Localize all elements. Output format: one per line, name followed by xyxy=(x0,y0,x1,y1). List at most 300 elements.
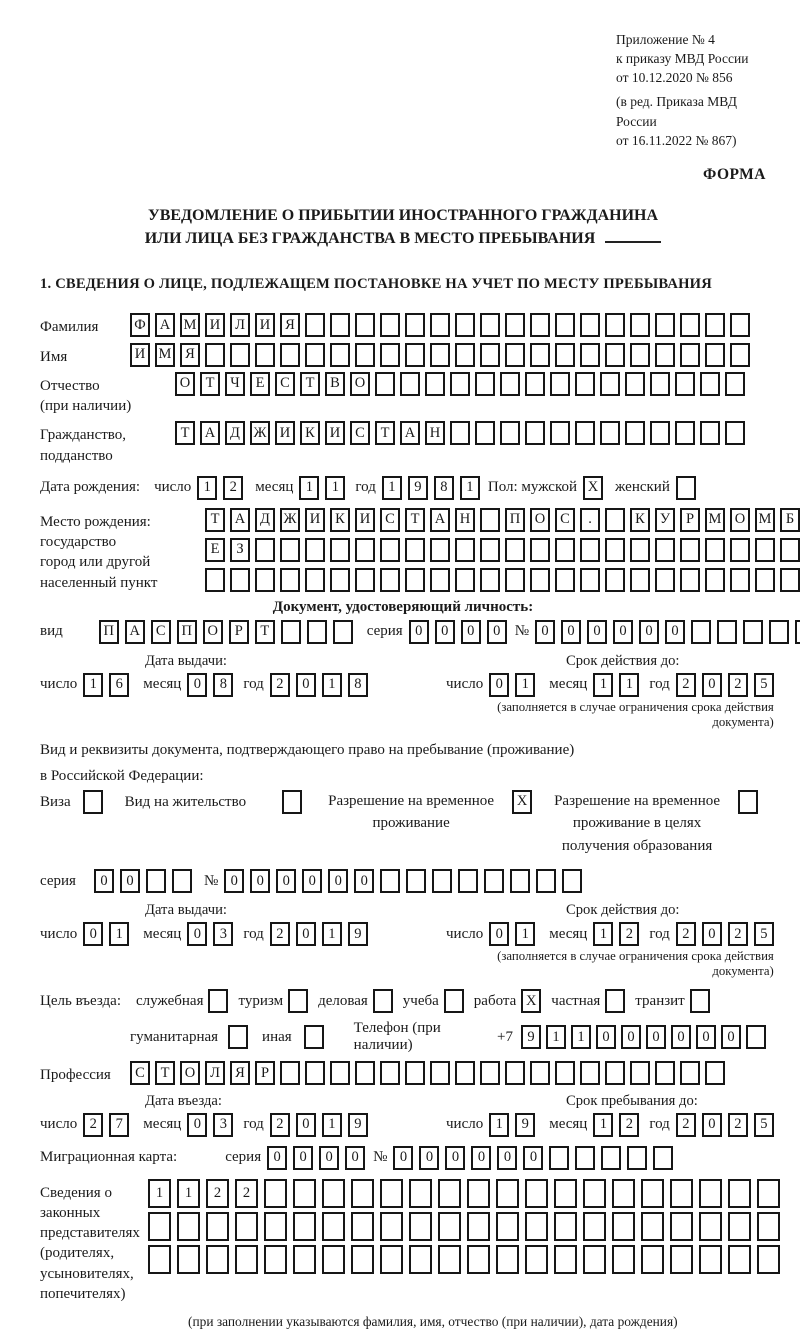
char-box-filled[interactable]: Т xyxy=(200,372,220,396)
char-box-filled[interactable]: 0 xyxy=(561,620,581,644)
char-box-filled[interactable]: 1 xyxy=(593,922,613,946)
char-box-empty[interactable] xyxy=(305,1061,325,1085)
purpose-business-checkbox[interactable] xyxy=(373,989,393,1013)
char-box-empty[interactable] xyxy=(530,313,550,337)
char-box-filled[interactable]: 0 xyxy=(639,620,659,644)
char-box-filled[interactable]: Т xyxy=(175,421,195,445)
char-box-filled[interactable]: А xyxy=(230,508,250,532)
char-box-empty[interactable] xyxy=(148,1212,171,1241)
doc-type-field[interactable] xyxy=(99,620,353,644)
char-box-filled[interactable]: 0 xyxy=(224,869,244,893)
char-box-empty[interactable] xyxy=(380,538,400,562)
char-box-empty[interactable] xyxy=(330,568,350,592)
char-box-empty[interactable] xyxy=(530,343,550,367)
char-box-filled[interactable]: М xyxy=(755,508,775,532)
char-box-filled[interactable]: 0 xyxy=(187,922,207,946)
char-box-empty[interactable] xyxy=(612,1212,635,1241)
char-box-empty[interactable] xyxy=(554,1179,577,1208)
char-box-filled[interactable]: 0 xyxy=(94,869,114,893)
char-box-empty[interactable] xyxy=(467,1245,490,1274)
char-box-empty[interactable] xyxy=(305,313,325,337)
char-box-filled[interactable]: 2 xyxy=(728,673,748,697)
char-box-empty[interactable] xyxy=(496,1179,519,1208)
char-box-filled[interactable]: 2 xyxy=(676,1113,696,1137)
char-box-empty[interactable] xyxy=(550,421,570,445)
char-box-filled[interactable]: 0 xyxy=(419,1146,439,1170)
char-box-empty[interactable] xyxy=(780,538,800,562)
char-box-empty[interactable] xyxy=(580,313,600,337)
char-box-filled[interactable]: 0 xyxy=(250,869,270,893)
char-box-filled[interactable]: 0 xyxy=(646,1025,666,1049)
char-box-empty[interactable] xyxy=(738,790,758,814)
char-box-filled[interactable]: 0 xyxy=(497,1146,517,1170)
char-box-filled[interactable]: Е xyxy=(250,372,270,396)
char-box-empty[interactable] xyxy=(425,372,445,396)
char-box-filled[interactable]: 1 xyxy=(148,1179,171,1208)
char-box-filled[interactable]: Т xyxy=(300,372,320,396)
char-box-empty[interactable] xyxy=(380,1061,400,1085)
char-box-empty[interactable] xyxy=(405,313,425,337)
char-box-empty[interactable] xyxy=(432,869,452,893)
char-box-filled[interactable]: Р xyxy=(229,620,249,644)
char-box-filled[interactable]: С xyxy=(151,620,171,644)
char-box-filled[interactable]: 9 xyxy=(348,922,368,946)
char-box-empty[interactable] xyxy=(600,372,620,396)
char-box-filled[interactable]: 9 xyxy=(408,476,428,500)
entry-day-field[interactable] xyxy=(83,1113,129,1137)
char-box-empty[interactable] xyxy=(205,343,225,367)
char-box-empty[interactable] xyxy=(605,313,625,337)
char-box-empty[interactable] xyxy=(205,568,225,592)
char-box-empty[interactable] xyxy=(380,1245,403,1274)
char-box-empty[interactable] xyxy=(601,1146,621,1170)
char-box-empty[interactable] xyxy=(525,421,545,445)
char-box-filled[interactable]: 0 xyxy=(296,1113,316,1137)
char-box-empty[interactable] xyxy=(450,421,470,445)
char-box-filled[interactable]: 3 xyxy=(213,922,233,946)
char-box-empty[interactable] xyxy=(583,1245,606,1274)
char-box-filled[interactable]: О xyxy=(350,372,370,396)
char-box-filled[interactable]: 0 xyxy=(702,673,722,697)
purpose-official-checkbox[interactable] xyxy=(208,989,228,1013)
char-box-empty[interactable] xyxy=(580,343,600,367)
char-box-empty[interactable] xyxy=(536,869,556,893)
char-box-empty[interactable] xyxy=(293,1179,316,1208)
char-box-filled[interactable]: 0 xyxy=(445,1146,465,1170)
char-box-empty[interactable] xyxy=(380,343,400,367)
birthplace-field-row1[interactable] xyxy=(205,508,800,532)
reps-field-row2[interactable] xyxy=(148,1212,780,1241)
char-box-empty[interactable] xyxy=(406,869,426,893)
char-box-filled[interactable]: 2 xyxy=(270,1113,290,1137)
char-box-filled[interactable]: 2 xyxy=(270,922,290,946)
char-box-empty[interactable] xyxy=(605,568,625,592)
char-box-empty[interactable] xyxy=(575,1146,595,1170)
char-box-empty[interactable] xyxy=(177,1245,200,1274)
char-box-empty[interactable] xyxy=(554,1245,577,1274)
patronymic-field[interactable] xyxy=(175,372,745,396)
char-box-filled[interactable]: И xyxy=(275,421,295,445)
char-box-filled[interactable]: 1 xyxy=(109,922,129,946)
char-box-empty[interactable] xyxy=(282,790,302,814)
char-box-empty[interactable] xyxy=(405,343,425,367)
char-box-filled[interactable]: Н xyxy=(455,508,475,532)
char-box-empty[interactable] xyxy=(355,538,375,562)
char-box-empty[interactable] xyxy=(330,538,350,562)
char-box-filled[interactable]: 0 xyxy=(296,922,316,946)
char-box-empty[interactable] xyxy=(625,372,645,396)
char-box-filled[interactable]: 8 xyxy=(434,476,454,500)
char-box-empty[interactable] xyxy=(480,1061,500,1085)
char-box-empty[interactable] xyxy=(484,869,504,893)
char-box-empty[interactable] xyxy=(612,1179,635,1208)
phone-field[interactable] xyxy=(521,1025,766,1049)
char-box-filled[interactable]: Я xyxy=(230,1061,250,1085)
char-box-empty[interactable] xyxy=(500,421,520,445)
char-box-empty[interactable] xyxy=(455,313,475,337)
char-box-filled[interactable]: О xyxy=(730,508,750,532)
char-box-filled[interactable]: 0 xyxy=(489,673,509,697)
char-box-empty[interactable] xyxy=(228,1025,248,1049)
char-box-empty[interactable] xyxy=(305,538,325,562)
char-box-empty[interactable] xyxy=(505,538,525,562)
char-box-empty[interactable] xyxy=(525,372,545,396)
char-box-empty[interactable] xyxy=(458,869,478,893)
char-box-empty[interactable] xyxy=(730,343,750,367)
char-box-empty[interactable] xyxy=(555,568,575,592)
char-box-filled[interactable]: П xyxy=(99,620,119,644)
temp-permit-checkbox[interactable] xyxy=(504,790,532,814)
char-box-filled[interactable]: . xyxy=(580,508,600,532)
char-box-empty[interactable] xyxy=(264,1212,287,1241)
char-box-filled[interactable]: И xyxy=(255,313,275,337)
char-box-empty[interactable] xyxy=(330,1061,350,1085)
char-box-filled[interactable]: О xyxy=(203,620,223,644)
char-box-empty[interactable] xyxy=(730,313,750,337)
profession-field[interactable] xyxy=(130,1061,725,1085)
char-box-empty[interactable] xyxy=(304,1025,324,1049)
char-box-empty[interactable] xyxy=(510,869,530,893)
char-box-filled[interactable]: П xyxy=(177,620,197,644)
char-box-empty[interactable] xyxy=(430,343,450,367)
char-box-empty[interactable] xyxy=(505,1061,525,1085)
char-box-empty[interactable] xyxy=(605,1061,625,1085)
char-box-empty[interactable] xyxy=(725,372,745,396)
doc-series-field[interactable] xyxy=(409,620,507,644)
char-box-filled[interactable]: 9 xyxy=(348,1113,368,1137)
char-box-filled[interactable]: 0 xyxy=(535,620,555,644)
char-box-filled[interactable]: Л xyxy=(230,313,250,337)
char-box-empty[interactable] xyxy=(743,620,763,644)
char-box-filled[interactable]: С xyxy=(380,508,400,532)
char-box-filled[interactable]: 0 xyxy=(276,869,296,893)
char-box-empty[interactable] xyxy=(305,568,325,592)
char-box-empty[interactable] xyxy=(455,538,475,562)
char-box-filled[interactable]: 1 xyxy=(325,476,345,500)
purpose-humanitarian-checkbox[interactable] xyxy=(228,1025,248,1049)
char-box-empty[interactable] xyxy=(148,1245,171,1274)
char-box-empty[interactable] xyxy=(177,1212,200,1241)
char-box-empty[interactable] xyxy=(700,421,720,445)
char-box-filled[interactable]: Т xyxy=(255,620,275,644)
char-box-empty[interactable] xyxy=(430,1061,450,1085)
citizenship-field[interactable] xyxy=(175,421,745,445)
char-box-filled[interactable]: И xyxy=(355,508,375,532)
char-box-empty[interactable] xyxy=(680,313,700,337)
doc-issue-day-field[interactable] xyxy=(83,673,129,697)
char-box-empty[interactable] xyxy=(728,1212,751,1241)
char-box-filled[interactable]: П xyxy=(505,508,525,532)
char-box-empty[interactable] xyxy=(405,1061,425,1085)
char-box-filled[interactable]: 0 xyxy=(302,869,322,893)
doc-number-field[interactable] xyxy=(535,620,800,644)
char-box-filled[interactable]: 9 xyxy=(521,1025,541,1049)
char-box-filled[interactable]: 0 xyxy=(319,1146,339,1170)
char-box-empty[interactable] xyxy=(612,1245,635,1274)
char-box-empty[interactable] xyxy=(755,538,775,562)
birth-year-field[interactable] xyxy=(382,476,480,500)
char-box-filled[interactable]: 0 xyxy=(328,869,348,893)
char-box-empty[interactable] xyxy=(680,538,700,562)
char-box-filled[interactable]: 0 xyxy=(187,673,207,697)
char-box-filled[interactable]: 1 xyxy=(515,922,535,946)
char-box-empty[interactable] xyxy=(705,568,725,592)
char-box-filled[interactable]: С xyxy=(350,421,370,445)
char-box-empty[interactable] xyxy=(780,568,800,592)
char-box-filled[interactable]: И xyxy=(305,508,325,532)
char-box-empty[interactable] xyxy=(409,1179,432,1208)
char-box-empty[interactable] xyxy=(699,1245,722,1274)
char-box-empty[interactable] xyxy=(530,568,550,592)
char-box-empty[interactable] xyxy=(605,538,625,562)
birthplace-field-row3[interactable] xyxy=(205,568,800,592)
char-box-empty[interactable] xyxy=(380,568,400,592)
char-box-filled[interactable]: Т xyxy=(405,508,425,532)
char-box-filled[interactable]: Ж xyxy=(280,508,300,532)
char-box-empty[interactable] xyxy=(455,1061,475,1085)
char-box-empty[interactable] xyxy=(496,1245,519,1274)
entry-month-field[interactable] xyxy=(187,1113,233,1137)
char-box-filled[interactable]: Б xyxy=(780,508,800,532)
char-box-filled[interactable]: У xyxy=(655,508,675,532)
char-box-filled[interactable]: X xyxy=(521,989,541,1013)
char-box-filled[interactable]: Т xyxy=(155,1061,175,1085)
char-box-empty[interactable] xyxy=(438,1179,461,1208)
char-box-empty[interactable] xyxy=(146,869,166,893)
char-box-empty[interactable] xyxy=(496,1212,519,1241)
char-box-empty[interactable] xyxy=(480,313,500,337)
char-box-filled[interactable]: Р xyxy=(680,508,700,532)
char-box-filled[interactable]: 1 xyxy=(197,476,217,500)
char-box-filled[interactable]: 0 xyxy=(487,620,507,644)
char-box-empty[interactable] xyxy=(630,568,650,592)
char-box-empty[interactable] xyxy=(255,568,275,592)
char-box-empty[interactable] xyxy=(330,313,350,337)
char-box-filled[interactable]: А xyxy=(430,508,450,532)
char-box-filled[interactable]: С xyxy=(555,508,575,532)
char-box-filled[interactable]: О xyxy=(530,508,550,532)
char-box-filled[interactable]: 3 xyxy=(213,1113,233,1137)
char-box-empty[interactable] xyxy=(500,372,520,396)
char-box-filled[interactable]: 0 xyxy=(671,1025,691,1049)
char-box-empty[interactable] xyxy=(699,1212,722,1241)
char-box-empty[interactable] xyxy=(670,1179,693,1208)
char-box-empty[interactable] xyxy=(530,1061,550,1085)
char-box-filled[interactable]: Я xyxy=(180,343,200,367)
residence-permit-checkbox[interactable] xyxy=(274,790,302,814)
char-box-empty[interactable] xyxy=(288,989,308,1013)
char-box-empty[interactable] xyxy=(280,538,300,562)
char-box-empty[interactable] xyxy=(525,1212,548,1241)
char-box-empty[interactable] xyxy=(444,989,464,1013)
sex-female-checkbox[interactable] xyxy=(676,476,696,500)
char-box-empty[interactable] xyxy=(206,1212,229,1241)
char-box-filled[interactable]: 5 xyxy=(754,673,774,697)
char-box-empty[interactable] xyxy=(562,869,582,893)
char-box-empty[interactable] xyxy=(555,1061,575,1085)
char-box-empty[interactable] xyxy=(641,1212,664,1241)
char-box-empty[interactable] xyxy=(355,1061,375,1085)
char-box-empty[interactable] xyxy=(373,989,393,1013)
char-box-empty[interactable] xyxy=(691,620,711,644)
char-box-empty[interactable] xyxy=(680,1061,700,1085)
char-box-empty[interactable] xyxy=(480,568,500,592)
char-box-empty[interactable] xyxy=(380,1179,403,1208)
char-box-filled[interactable]: О xyxy=(175,372,195,396)
char-box-empty[interactable] xyxy=(655,568,675,592)
char-box-filled[interactable]: Д xyxy=(255,508,275,532)
char-box-filled[interactable]: 1 xyxy=(299,476,319,500)
char-box-empty[interactable] xyxy=(555,343,575,367)
char-box-empty[interactable] xyxy=(555,313,575,337)
char-box-filled[interactable]: Ф xyxy=(130,313,150,337)
char-box-filled[interactable]: 0 xyxy=(702,1113,722,1137)
char-box-filled[interactable]: И xyxy=(205,313,225,337)
char-box-filled[interactable]: 1 xyxy=(515,673,535,697)
char-box-filled[interactable]: 1 xyxy=(322,673,342,697)
char-box-empty[interactable] xyxy=(630,313,650,337)
char-box-empty[interactable] xyxy=(480,508,500,532)
char-box-empty[interactable] xyxy=(400,372,420,396)
char-box-empty[interactable] xyxy=(355,343,375,367)
char-box-empty[interactable] xyxy=(575,421,595,445)
char-box-empty[interactable] xyxy=(333,620,353,644)
char-box-empty[interactable] xyxy=(600,421,620,445)
char-box-filled[interactable]: 7 xyxy=(109,1113,129,1137)
purpose-private-checkbox[interactable] xyxy=(605,989,625,1013)
char-box-empty[interactable] xyxy=(605,989,625,1013)
char-box-filled[interactable]: 1 xyxy=(322,1113,342,1137)
char-box-filled[interactable]: 0 xyxy=(665,620,685,644)
char-box-empty[interactable] xyxy=(655,538,675,562)
char-box-empty[interactable] xyxy=(230,568,250,592)
char-box-filled[interactable]: 0 xyxy=(435,620,455,644)
purpose-study-checkbox[interactable] xyxy=(444,989,464,1013)
char-box-empty[interactable] xyxy=(467,1179,490,1208)
char-box-empty[interactable] xyxy=(630,343,650,367)
char-box-empty[interactable] xyxy=(746,1025,766,1049)
doc-issue-month-field[interactable] xyxy=(187,673,233,697)
char-box-filled[interactable]: Е xyxy=(205,538,225,562)
char-box-empty[interactable] xyxy=(605,508,625,532)
char-box-empty[interactable] xyxy=(380,313,400,337)
char-box-empty[interactable] xyxy=(728,1245,751,1274)
char-box-filled[interactable]: 9 xyxy=(515,1113,535,1137)
char-box-empty[interactable] xyxy=(525,1245,548,1274)
char-box-empty[interactable] xyxy=(700,372,720,396)
char-box-empty[interactable] xyxy=(280,1061,300,1085)
char-box-empty[interactable] xyxy=(307,620,327,644)
char-box-filled[interactable]: 2 xyxy=(676,673,696,697)
char-box-empty[interactable] xyxy=(235,1212,258,1241)
char-box-empty[interactable] xyxy=(430,568,450,592)
char-box-filled[interactable]: Т xyxy=(375,421,395,445)
permit-number-field[interactable] xyxy=(224,869,582,893)
char-box-empty[interactable] xyxy=(530,538,550,562)
char-box-empty[interactable] xyxy=(680,343,700,367)
char-box-filled[interactable]: И xyxy=(325,421,345,445)
char-box-filled[interactable]: Р xyxy=(255,1061,275,1085)
char-box-empty[interactable] xyxy=(430,538,450,562)
char-box-empty[interactable] xyxy=(730,538,750,562)
surname-field[interactable] xyxy=(130,313,750,337)
char-box-empty[interactable] xyxy=(728,1179,751,1208)
char-box-empty[interactable] xyxy=(83,790,103,814)
char-box-empty[interactable] xyxy=(653,1146,673,1170)
char-box-filled[interactable]: 0 xyxy=(393,1146,413,1170)
char-box-empty[interactable] xyxy=(281,620,301,644)
char-box-empty[interactable] xyxy=(757,1245,780,1274)
char-box-empty[interactable] xyxy=(675,372,695,396)
char-box-filled[interactable]: 1 xyxy=(489,1113,509,1137)
char-box-empty[interactable] xyxy=(690,989,710,1013)
char-box-filled[interactable]: 2 xyxy=(728,922,748,946)
char-box-filled[interactable]: 1 xyxy=(382,476,402,500)
char-box-empty[interactable] xyxy=(705,538,725,562)
char-box-empty[interactable] xyxy=(627,1146,647,1170)
char-box-empty[interactable] xyxy=(676,476,696,500)
char-box-empty[interactable] xyxy=(550,372,570,396)
char-box-filled[interactable]: К xyxy=(330,508,350,532)
doc-valid-day-field[interactable] xyxy=(489,673,535,697)
char-box-empty[interactable] xyxy=(757,1179,780,1208)
entry-year-field[interactable] xyxy=(270,1113,368,1137)
char-box-filled[interactable]: 6 xyxy=(109,673,129,697)
char-box-filled[interactable]: 0 xyxy=(120,869,140,893)
char-box-filled[interactable]: М xyxy=(180,313,200,337)
char-box-filled[interactable]: Н xyxy=(425,421,445,445)
char-box-filled[interactable]: М xyxy=(155,343,175,367)
char-box-empty[interactable] xyxy=(717,620,737,644)
char-box-filled[interactable]: С xyxy=(275,372,295,396)
permit-issue-month-field[interactable] xyxy=(187,922,233,946)
char-box-empty[interactable] xyxy=(172,869,192,893)
char-box-empty[interactable] xyxy=(475,372,495,396)
char-box-filled[interactable]: 1 xyxy=(619,673,639,697)
char-box-empty[interactable] xyxy=(755,568,775,592)
char-box-empty[interactable] xyxy=(355,568,375,592)
char-box-filled[interactable]: 2 xyxy=(728,1113,748,1137)
char-box-empty[interactable] xyxy=(264,1179,287,1208)
char-box-filled[interactable]: Д xyxy=(225,421,245,445)
purpose-transit-checkbox[interactable] xyxy=(690,989,710,1013)
char-box-filled[interactable]: Я xyxy=(280,313,300,337)
char-box-filled[interactable]: К xyxy=(630,508,650,532)
name-field[interactable] xyxy=(130,343,750,367)
char-box-filled[interactable]: 8 xyxy=(348,673,368,697)
char-box-filled[interactable]: 2 xyxy=(206,1179,229,1208)
char-box-empty[interactable] xyxy=(409,1245,432,1274)
